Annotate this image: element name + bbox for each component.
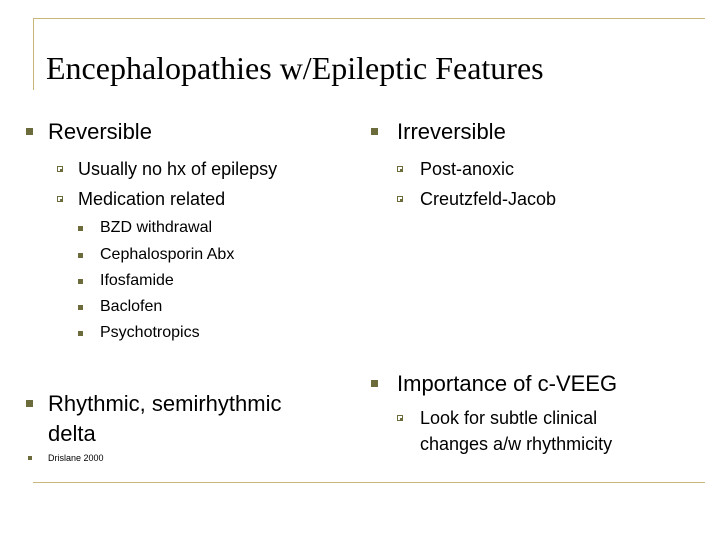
filled-square-icon xyxy=(26,400,33,407)
filled-square-icon xyxy=(26,128,33,135)
small-filled-square-icon xyxy=(78,226,83,231)
medication-subitem-5: Psychotropics xyxy=(100,324,200,341)
small-filled-square-icon xyxy=(28,456,32,460)
medication-subitem-2: Cephalosporin Abx xyxy=(100,246,235,263)
filled-square-icon xyxy=(371,128,378,135)
rhythmic-line-1: Rhythmic, semirhythmic xyxy=(48,391,282,416)
hollow-square-icon xyxy=(57,196,63,202)
medication-subitem-1: BZD withdrawal xyxy=(100,219,213,236)
citation: Drislane 2000 xyxy=(48,453,104,463)
small-filled-square-icon xyxy=(78,253,83,258)
frame-bottom-line xyxy=(33,482,705,483)
hollow-square-icon xyxy=(397,166,403,172)
irreversible-item-1: Post-anoxic xyxy=(420,159,515,179)
importance-sub-line-1: Look for subtle clinical xyxy=(420,408,598,428)
reversible-item-1: Usually no hx of epilepsy xyxy=(78,159,278,179)
frame-left-line xyxy=(33,18,34,90)
small-filled-square-icon xyxy=(78,331,83,336)
importance-heading: Importance of c-VEEG xyxy=(397,371,618,396)
reversible-heading: Reversible xyxy=(48,119,152,144)
rhythmic-line-2: delta xyxy=(48,421,96,446)
hollow-square-icon xyxy=(57,166,63,172)
irreversible-item-2: Creutzfeld-Jacob xyxy=(420,189,557,209)
reversible-item-2: Medication related xyxy=(78,189,226,209)
hollow-square-icon xyxy=(397,415,403,421)
irreversible-heading: Irreversible xyxy=(397,119,506,144)
frame-top-line xyxy=(33,18,705,19)
importance-sub-line-2: changes a/w rhythmicity xyxy=(420,434,613,454)
small-filled-square-icon xyxy=(78,305,83,310)
medication-subitem-4: Baclofen xyxy=(100,298,163,315)
medication-subitem-3: Ifosfamide xyxy=(100,272,174,289)
hollow-square-icon xyxy=(397,196,403,202)
slide-title: Encephalopathies w/Epileptic Features xyxy=(46,50,544,86)
small-filled-square-icon xyxy=(78,279,83,284)
filled-square-icon xyxy=(371,380,378,387)
